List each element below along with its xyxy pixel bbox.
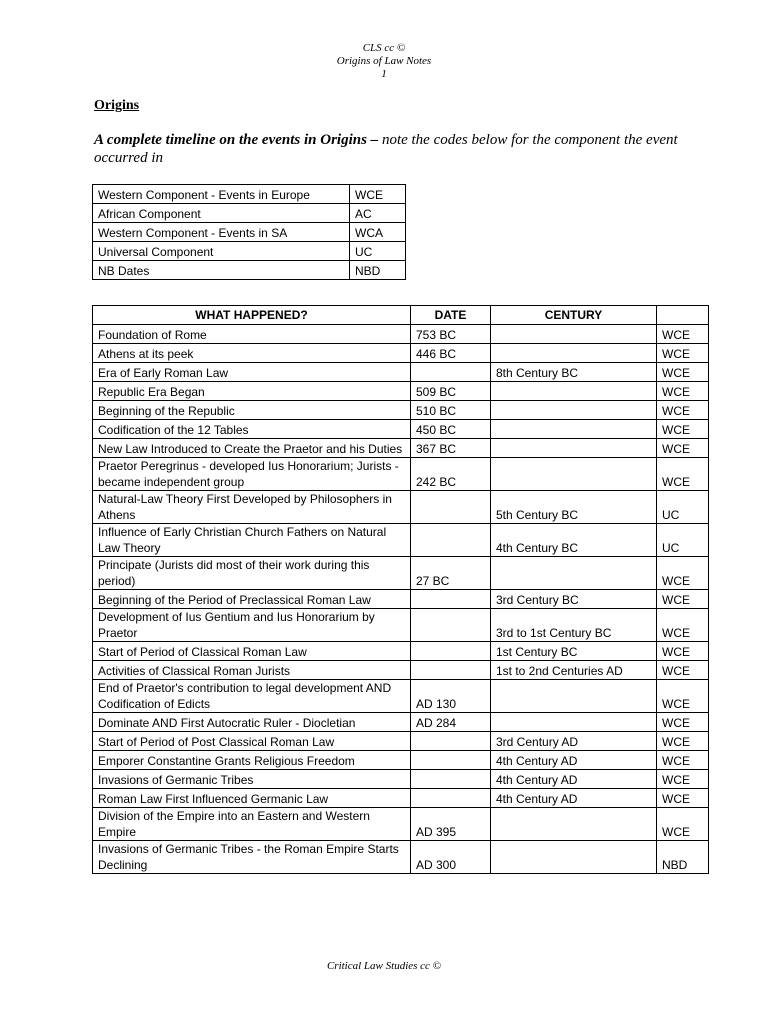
event-row bbox=[93, 808, 709, 841]
event-code: WCE bbox=[657, 770, 709, 789]
event-description: Activities of Classical Roman Jurists bbox=[93, 661, 411, 680]
event-date: 753 BC bbox=[411, 325, 491, 344]
event-century bbox=[491, 808, 657, 841]
event-description: Roman Law First Influenced Germanic Law bbox=[93, 789, 411, 808]
event-code: WCE bbox=[657, 713, 709, 732]
intro-bold: A complete timeline on the events in Origins – bbox=[94, 132, 379, 148]
event-description: New Law Introduced to Create the Praetor and his Duties bbox=[93, 439, 411, 458]
event-date: 27 BC bbox=[411, 557, 491, 590]
event-code: WCE bbox=[657, 680, 709, 713]
event-date bbox=[411, 770, 491, 789]
event-description: Republic Era Began bbox=[93, 382, 411, 401]
event-description: Beginning of the Republic bbox=[93, 401, 411, 420]
code-abbrev: AC bbox=[350, 204, 406, 223]
event-date bbox=[411, 590, 491, 609]
event-century: 3rd Century AD bbox=[491, 732, 657, 751]
event-description: Codification of the 12 Tables bbox=[93, 420, 411, 439]
page-footer: Critical Law Studies cc © bbox=[326, 960, 442, 972]
event-code: WCE bbox=[657, 401, 709, 420]
code-abbrev: NBD bbox=[350, 261, 406, 280]
event-row bbox=[93, 420, 709, 439]
event-description: Era of Early Roman Law bbox=[93, 363, 411, 382]
intro-rest: note the codes below for the component the event occurred in bbox=[94, 132, 678, 166]
event-century bbox=[491, 841, 657, 874]
code-component: Universal Component bbox=[93, 242, 350, 261]
event-row bbox=[93, 458, 709, 491]
event-code: WCE bbox=[657, 808, 709, 841]
event-description: Invasions of Germanic Tribes bbox=[93, 770, 411, 789]
code-component: Western Component - Events in SA bbox=[93, 223, 350, 242]
code-component: Western Component - Events in Europe bbox=[93, 185, 350, 204]
event-description: Athens at its peek bbox=[93, 344, 411, 363]
event-description: Praetor Peregrinus - developed Ius Honorarium; Jurists - became independent group bbox=[93, 458, 411, 491]
event-century bbox=[491, 382, 657, 401]
event-description: End of Praetor's contribution to legal development AND Codification of Edicts bbox=[93, 680, 411, 713]
event-century: 4th Century AD bbox=[491, 789, 657, 808]
event-date bbox=[411, 661, 491, 680]
event-description: Invasions of Germanic Tribes - the Roman Empire Starts Declining bbox=[93, 841, 411, 874]
intro-text bbox=[94, 131, 694, 167]
header-title: Origins of Law Notes bbox=[336, 55, 432, 67]
event-century bbox=[491, 439, 657, 458]
event-date: 446 BC bbox=[411, 344, 491, 363]
event-century bbox=[491, 344, 657, 363]
code-abbrev: WCA bbox=[350, 223, 406, 242]
events-table bbox=[92, 305, 709, 874]
event-century: 4th Century BC bbox=[491, 524, 657, 557]
event-row bbox=[93, 661, 709, 680]
code-row bbox=[93, 242, 406, 261]
event-code: WCE bbox=[657, 751, 709, 770]
event-century: 5th Century BC bbox=[491, 491, 657, 524]
event-code: UC bbox=[657, 524, 709, 557]
event-century bbox=[491, 680, 657, 713]
event-code: WCE bbox=[657, 420, 709, 439]
event-century bbox=[491, 325, 657, 344]
event-date: 510 BC bbox=[411, 401, 491, 420]
event-row bbox=[93, 732, 709, 751]
event-date: AD 284 bbox=[411, 713, 491, 732]
event-description: Start of Period of Post Classical Roman Law bbox=[93, 732, 411, 751]
event-code: WCE bbox=[657, 382, 709, 401]
section-title: Origins bbox=[94, 98, 140, 113]
event-code: WCE bbox=[657, 439, 709, 458]
event-row bbox=[93, 439, 709, 458]
event-code: WCE bbox=[657, 732, 709, 751]
page-header bbox=[0, 42, 768, 81]
event-date bbox=[411, 642, 491, 661]
header-century: CENTURY bbox=[491, 306, 657, 325]
event-century bbox=[491, 458, 657, 491]
event-row bbox=[93, 363, 709, 382]
event-century: 4th Century AD bbox=[491, 770, 657, 789]
event-date: AD 300 bbox=[411, 841, 491, 874]
event-century: 1st Century BC bbox=[491, 642, 657, 661]
event-code: WCE bbox=[657, 344, 709, 363]
code-row bbox=[93, 204, 406, 223]
event-row bbox=[93, 590, 709, 609]
event-date bbox=[411, 363, 491, 382]
event-century bbox=[491, 557, 657, 590]
event-code: WCE bbox=[657, 789, 709, 808]
event-date bbox=[411, 491, 491, 524]
event-date bbox=[411, 751, 491, 770]
event-code: WCE bbox=[657, 363, 709, 382]
event-description: Emporer Constantine Grants Religious Freedom bbox=[93, 751, 411, 770]
code-row bbox=[93, 185, 406, 204]
event-code: WCE bbox=[657, 590, 709, 609]
code-abbrev: UC bbox=[350, 242, 406, 261]
event-description: Principate (Jurists did most of their work during this period) bbox=[93, 557, 411, 590]
event-date bbox=[411, 789, 491, 808]
event-date bbox=[411, 524, 491, 557]
event-date: 367 BC bbox=[411, 439, 491, 458]
event-code: UC bbox=[657, 491, 709, 524]
event-row bbox=[93, 491, 709, 524]
event-date: 450 BC bbox=[411, 420, 491, 439]
event-code: WCE bbox=[657, 609, 709, 642]
event-date: AD 130 bbox=[411, 680, 491, 713]
event-century bbox=[491, 401, 657, 420]
event-row bbox=[93, 344, 709, 363]
event-century bbox=[491, 420, 657, 439]
event-row bbox=[93, 713, 709, 732]
event-description: Foundation of Rome bbox=[93, 325, 411, 344]
event-description: Influence of Early Christian Church Fathers on Natural Law Theory bbox=[93, 524, 411, 557]
event-row bbox=[93, 524, 709, 557]
event-description: Development of Ius Gentium and Ius Honorarium by Praetor bbox=[93, 609, 411, 642]
header-copyright: CLS cc © bbox=[362, 42, 406, 54]
event-description: Division of the Empire into an Eastern and Western Empire bbox=[93, 808, 411, 841]
event-description: Natural-Law Theory First Developed by Philosophers in Athens bbox=[93, 491, 411, 524]
event-row bbox=[93, 789, 709, 808]
event-century: 1st to 2nd Centuries AD bbox=[491, 661, 657, 680]
event-date: AD 395 bbox=[411, 808, 491, 841]
header-code bbox=[657, 306, 709, 325]
event-row bbox=[93, 841, 709, 874]
event-century: 8th Century BC bbox=[491, 363, 657, 382]
event-century: 3rd to 1st Century BC bbox=[491, 609, 657, 642]
event-row bbox=[93, 642, 709, 661]
event-century bbox=[491, 713, 657, 732]
header-date: DATE bbox=[411, 306, 491, 325]
event-century: 3rd Century BC bbox=[491, 590, 657, 609]
events-header-row bbox=[93, 306, 709, 325]
codes-table bbox=[92, 184, 406, 280]
header-page-number: 1 bbox=[381, 68, 387, 80]
event-code: WCE bbox=[657, 642, 709, 661]
event-row bbox=[93, 401, 709, 420]
event-code: WCE bbox=[657, 325, 709, 344]
code-component: NB Dates bbox=[93, 261, 350, 280]
event-row bbox=[93, 557, 709, 590]
event-code: WCE bbox=[657, 557, 709, 590]
event-row bbox=[93, 751, 709, 770]
event-code: WCE bbox=[657, 458, 709, 491]
event-description: Start of Period of Classical Roman Law bbox=[93, 642, 411, 661]
code-row bbox=[93, 261, 406, 280]
code-component: African Component bbox=[93, 204, 350, 223]
event-century: 4th Century AD bbox=[491, 751, 657, 770]
event-row bbox=[93, 325, 709, 344]
event-date: 509 BC bbox=[411, 382, 491, 401]
event-row bbox=[93, 680, 709, 713]
event-code: WCE bbox=[657, 661, 709, 680]
event-date: 242 BC bbox=[411, 458, 491, 491]
event-date bbox=[411, 609, 491, 642]
event-code: NBD bbox=[657, 841, 709, 874]
event-row bbox=[93, 382, 709, 401]
event-row bbox=[93, 770, 709, 789]
header-what-happened: WHAT HAPPENED? bbox=[93, 306, 411, 325]
event-description: Beginning of the Period of Preclassical Roman Law bbox=[93, 590, 411, 609]
event-description: Dominate AND First Autocratic Ruler - Diocletian bbox=[93, 713, 411, 732]
event-date bbox=[411, 732, 491, 751]
event-row bbox=[93, 609, 709, 642]
code-abbrev: WCE bbox=[350, 185, 406, 204]
code-row bbox=[93, 223, 406, 242]
